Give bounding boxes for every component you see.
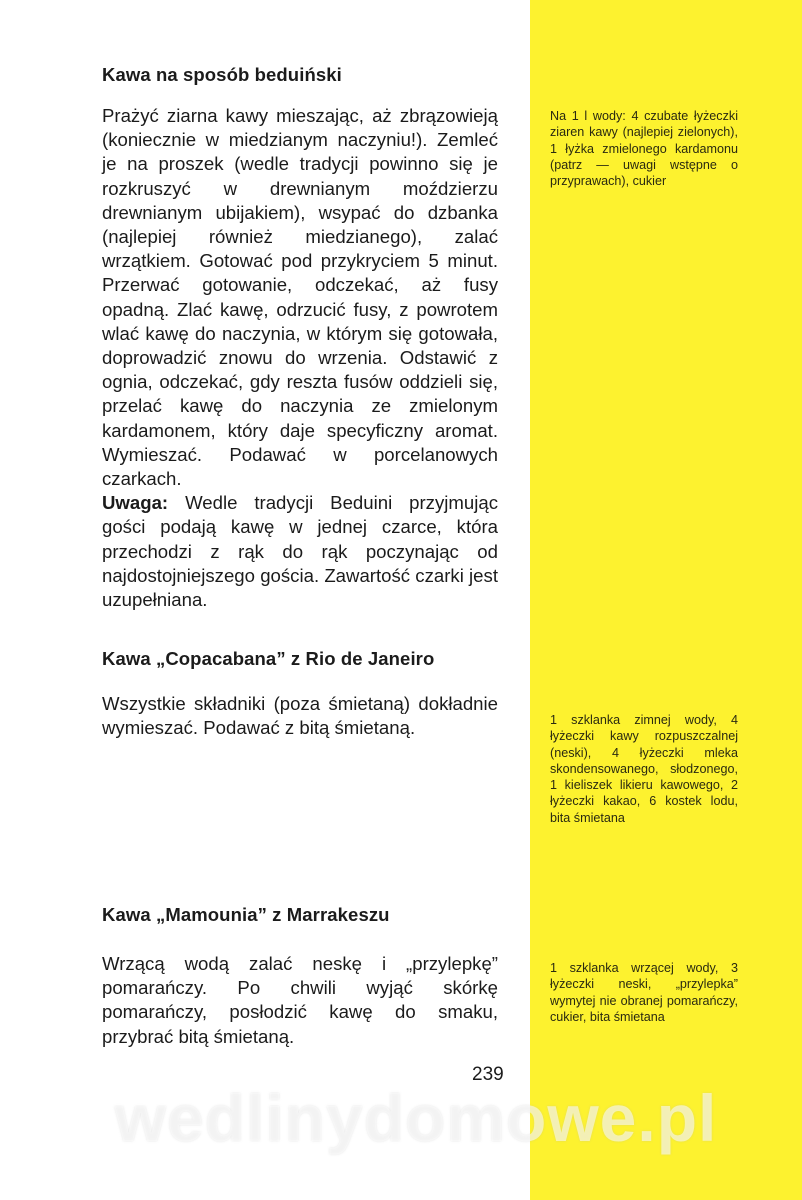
recipe-body-copacabana: Wszystkie składniki (poza śmietaną) dokładnie wymieszać. Podawać z bitą śmietaną. <box>102 693 498 739</box>
note-label-beduin: Uwaga: <box>102 492 169 514</box>
note-text-beduin: Wedle tradycji Beduini przyjmując gości podają kawę w jednej czarce, która przechodzi z rąk do rąk poczynając od najdostojniejszego gościa. Zawartość czarki jest uzupełniana. <box>102 492 498 611</box>
recipe-body-beduin <box>102 104 498 612</box>
page-number: 239 <box>472 1064 504 1085</box>
recipe-title-beduin: Kawa na sposób beduiński <box>102 64 342 85</box>
ingredients-copacabana: 1 szklanka zimnej wody, 4 łyżeczki kawy rozpuszczalnej (neski), 4 łyżeczki mleka skondensowanego, słodzonego, 1 kieliszek likieru kawowego, 2 łyżeczki kakao, 6 kostek lodu, bita śmietana <box>550 713 738 825</box>
recipe-title-mamounia: Kawa „Mamounia” z Marrakeszu <box>102 904 390 925</box>
ingredients-mamounia: 1 szklanka wrzącej wody, 3 łyżeczki neski, „przylepka” wymytej nie obranej pomarańczy, cukier, bita śmietana <box>550 961 738 1024</box>
recipe-title-copacabana: Kawa „Copacabana” z Rio de Janeiro <box>102 648 435 669</box>
watermark: wedlinydomowe.pl <box>114 1081 718 1155</box>
ingredients-beduin: Na 1 l wody: 4 czubate łyżeczki ziaren kawy (najlepiej zielonych), 1 łyżka zmielonego kardamonu (patrz — uwagi wstępne o przyprawach), cukier <box>550 109 738 189</box>
recipe-instructions-beduin: Prażyć ziarna kawy mieszając, aż zbrązowieją (koniecznie w miedzianym naczyniu!). Zemleć je na proszek (wedle tradycji powinno się je rozkruszyć w drewnianym moździerzu drewnianym ubijakiem), wsypać do dzbanka (najlepiej również miedzianego), zalać wrzątkiem. Gotować pod przykryciem 5 minut. Przerwać gotowanie, odczekać, aż fusy opadną. Zlać kawę, odrzucić fusy, z powrotem wlać kawę do naczynia, w którym się gotowała, doprowadzić znowu do wrzenia. Odstawić z ognia, odczekać, gdy reszta fusów oddzieli się, przelać kawę do naczynia ze zmielonym kardamonem, który daje specyficzny aromat. Wymieszać. Podawać w porcelanowych czarkach. <box>102 105 498 490</box>
recipe-body-mamounia: Wrzącą wodą zalać neskę i „przylepkę” pomarańczy. Po chwili wyjąć skórkę pomarańczy, posłodzić kawę do smaku, przybrać bitą śmietaną. <box>102 953 498 1047</box>
